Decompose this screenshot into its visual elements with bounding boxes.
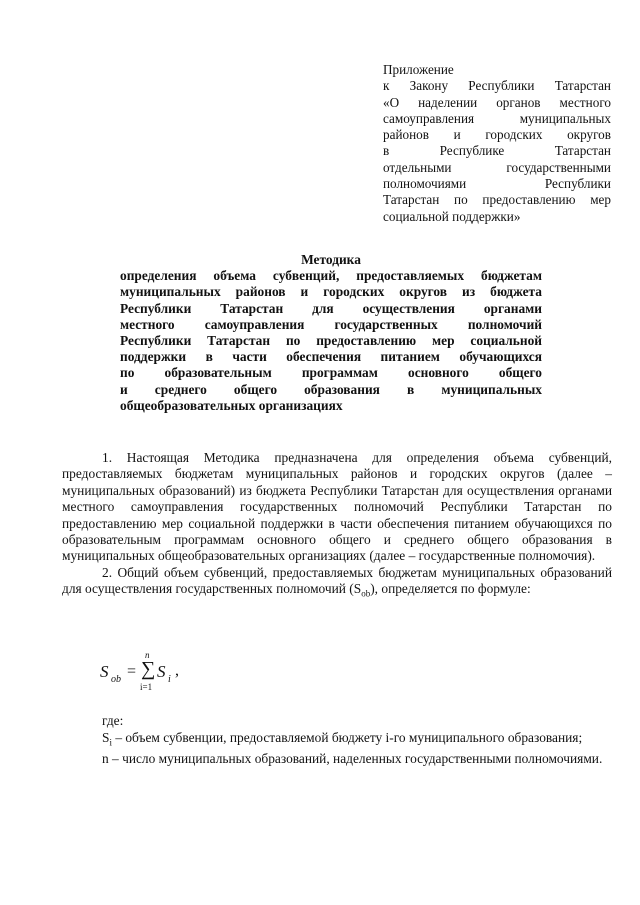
formula-lhs: S xyxy=(100,662,109,681)
paragraph-2-text-end: ), определяется по формуле: xyxy=(370,581,531,597)
definition-si-text: – объем субвенции, предоставляемой бюджету i-го муниципального образования; xyxy=(111,730,583,745)
definitions xyxy=(62,730,612,767)
appendix-line: районов и городских округов xyxy=(383,127,611,143)
formula-lhs-subscript: ob xyxy=(111,674,121,685)
title-line: местного самоуправления государственных полномочий xyxy=(120,316,542,332)
title-line: поддержки в части обеспечения питанием обучающихся xyxy=(120,349,542,365)
appendix-line: социальной поддержки» xyxy=(383,208,521,224)
title-line: муниципальных районов и городских округов из бюджета xyxy=(120,284,542,300)
formula-upper-limit: n xyxy=(145,650,150,660)
appendix-line: Приложение xyxy=(383,62,454,77)
sum-formula xyxy=(100,648,240,694)
formula-rhs-subscript: i xyxy=(168,674,171,685)
definition-si-symbol: S xyxy=(102,730,110,745)
definition-si-subscript: i xyxy=(109,737,112,748)
appendix-line: Татарстан по предоставлению мер xyxy=(383,192,611,208)
title-line: Республики Татарстан для осуществления органами xyxy=(120,300,542,316)
formula-rhs: S xyxy=(157,662,166,681)
appendix-block xyxy=(383,62,611,225)
body-text xyxy=(62,450,612,602)
appendix-line: отдельными государственными xyxy=(383,159,611,175)
definition-si xyxy=(62,730,612,751)
appendix-line: самоуправления муниципальных xyxy=(383,110,611,126)
paragraph-2 xyxy=(62,565,612,602)
appendix-line: в Республике Татарстан xyxy=(383,143,611,159)
paragraph-2-subscript: ob xyxy=(361,588,371,599)
where-label: где: xyxy=(102,713,124,728)
formula-equals: = xyxy=(127,663,137,680)
appendix-line: к Закону Республики Татарстан xyxy=(383,78,611,94)
title-line: и среднего общего образования в муниципальных xyxy=(120,381,542,397)
appendix-line: «О наделении органов местного xyxy=(383,94,611,110)
title-line: Республики Татарстан по предоставлению мер социальной xyxy=(120,333,542,349)
title-line: определения объема субвенций, предоставляемых бюджетам xyxy=(120,268,542,284)
title-line: по образовательным программам основного общего xyxy=(120,365,542,381)
title-line: общеобразовательных организациях xyxy=(120,397,343,413)
sum-symbol: ∑ xyxy=(141,658,156,680)
formula-comma: , xyxy=(175,662,179,679)
paragraph-1: 1. Настоящая Методика предназначена для определения объема субвенций, предоставляемых бюджетам муниципальных районов и городских округов (далее – муниципальных образований) из бюджета Республики Татарстан для осуществления органами местного самоуправления государственных полномочий Республики Татарстан по предоставлению мер социальной поддержки в части обеспечения питанием обучающихся по образовательным программам основного общего и среднего общего образования в муниципальных общеобразовательных организациях (далее – государственные полномочия). xyxy=(62,450,612,564)
document-title xyxy=(120,252,542,414)
paragraph-2-text: 2. Общий объем субвенций, предоставляемых бюджетам муниципальных образований для осуществления государственных полномочий (S xyxy=(62,564,612,597)
formula-lower-limit: i=1 xyxy=(140,682,153,692)
appendix-line: полномочиями Республики xyxy=(383,176,611,192)
title-heading: Методика xyxy=(301,252,361,267)
definition-n: n – число муниципальных образований, наделенных государственными полномочиями. xyxy=(102,751,603,767)
